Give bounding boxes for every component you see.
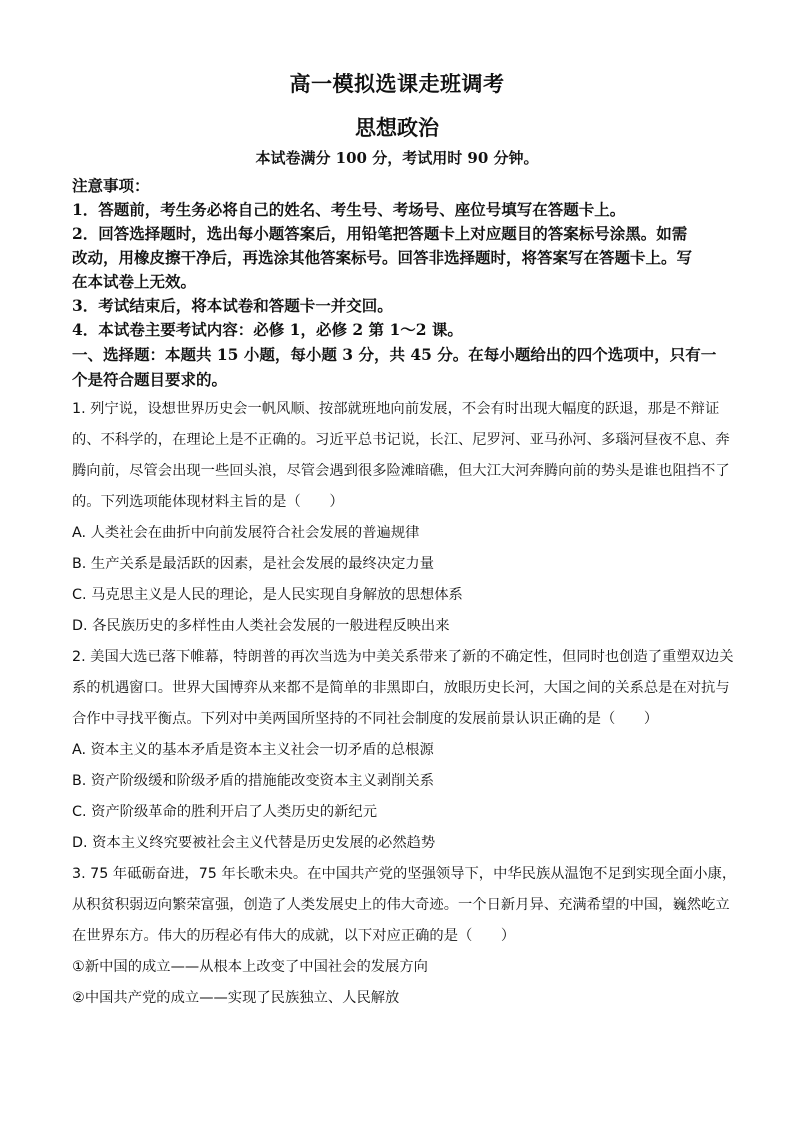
question-1-stem: 的、不科学的，在理论上是不正确的。习近平总书记说，长江、尼罗河、亚马孙河、多瑙河昼夜不息、奔 [72, 432, 730, 448]
question-3-stem: 3. 75 年砥砺奋进，75 年长歌未央。在中国共产党的坚强领导下，中华民族从温饱不足到实现全面小康， [72, 866, 737, 882]
question-2-stem: 2. 美国大选已落下帷幕，特朗普的再次当选为中美关系带来了新的不确定性，但同时也创造了重塑双边关 [72, 649, 734, 665]
notice-line: 2．回答选择题时，选出每小题答案后，用铅笔把答题卡上对应题目的答案标号涂黑。如需 [72, 224, 688, 243]
question-1-option-a: A. 人类社会在曲折中向前发展符合社会发展的普遍规律 [72, 525, 420, 541]
question-2-option-a: A. 资本主义的基本矛盾是资本主义社会一切矛盾的总根源 [72, 742, 434, 758]
notice-line: 3．考试结束后，将本试卷和答题卡一并交回。 [72, 296, 393, 315]
question-1-option-b: B. 生产关系是最活跃的因素，是社会发展的最终决定力量 [72, 556, 435, 572]
question-3-stem: 在世界东方。伟大的历程必有伟大的成就，以下对应正确的是（ ） [72, 928, 516, 944]
question-2-option-c: C. 资产阶级革命的胜利开启了人类历史的新纪元 [72, 804, 378, 820]
exam-title: 高一模拟选课走班调考 [289, 71, 505, 96]
question-1-stem: 腾向前，尽管会出现一些回头浪，尽管会遇到很多险滩暗礁，但大江大河奔腾向前的势头是谁也阻挡不了 [72, 463, 730, 479]
question-1-option-c: C. 马克思主义是人民的理论，是人民实现自身解放的思想体系 [72, 587, 463, 603]
exam-info: 本试卷满分 100 分，考试用时 90 分钟。 [255, 149, 539, 167]
question-1-option-d: D. 各民族历史的多样性由人类社会发展的一般进程反映出来 [72, 618, 450, 634]
notice-line: 4．本试卷主要考试内容：必修 1，必修 2 第 1～2 课。 [72, 320, 463, 339]
question-2-stem: 系的机遇窗口。世界大国博弈从来都不是简单的非黑即白，放眼历史长河，大国之间的关系总是在对抗与 [72, 680, 730, 696]
question-1-stem: 的。下列选项能体现材料主旨的是（ ） [72, 494, 344, 510]
question-3-stem: 从积贫积弱迈向繁荣富强，创造了人类发展史上的伟大奇迹。一个日新月异、充满希望的中国，巍然屹立 [72, 897, 730, 913]
notice-line: 改动，用橡皮擦干净后，再选涂其他答案标号。回答非选择题时，将答案写在答题卡上。写 [72, 248, 693, 267]
question-2-option-b: B. 资产阶级缓和阶级矛盾的措施能改变资本主义剥削关系 [72, 773, 435, 789]
question-1-stem: 1. 列宁说，设想世界历史会一帆风顺、按部就班地向前发展，不会有时出现大幅度的跃退，那是不辩证 [72, 401, 720, 417]
question-3-item-1: ①新中国的成立——从根本上改变了中国社会的发展方向 [72, 959, 428, 975]
question-2-stem: 合作中寻找平衡点。下列对中美两国所坚持的不同社会制度的发展前景认识正确的是（ ） [72, 711, 659, 727]
section-heading: 一、选择题：本题共 15 小题，每小题 3 分，共 45 分。在每小题给出的四个选项中，只有一 [72, 345, 717, 364]
question-3-item-2: ②中国共产党的成立——实现了民族独立、人民解放 [72, 990, 400, 1006]
question-2-option-d: D. 资本主义终究要被社会主义代替是历史发展的必然趋势 [72, 835, 436, 851]
section-heading: 个是符合题目要求的。 [72, 370, 228, 389]
notice-heading: 注意事项： [72, 176, 150, 195]
notice-line: 在本试卷上无效。 [72, 272, 197, 291]
notice-line: 1．答题前，考生务必将自己的姓名、考生号、考场号、座位号填写在答题卡上。 [72, 200, 626, 219]
subject-title: 思想政治 [355, 115, 439, 140]
